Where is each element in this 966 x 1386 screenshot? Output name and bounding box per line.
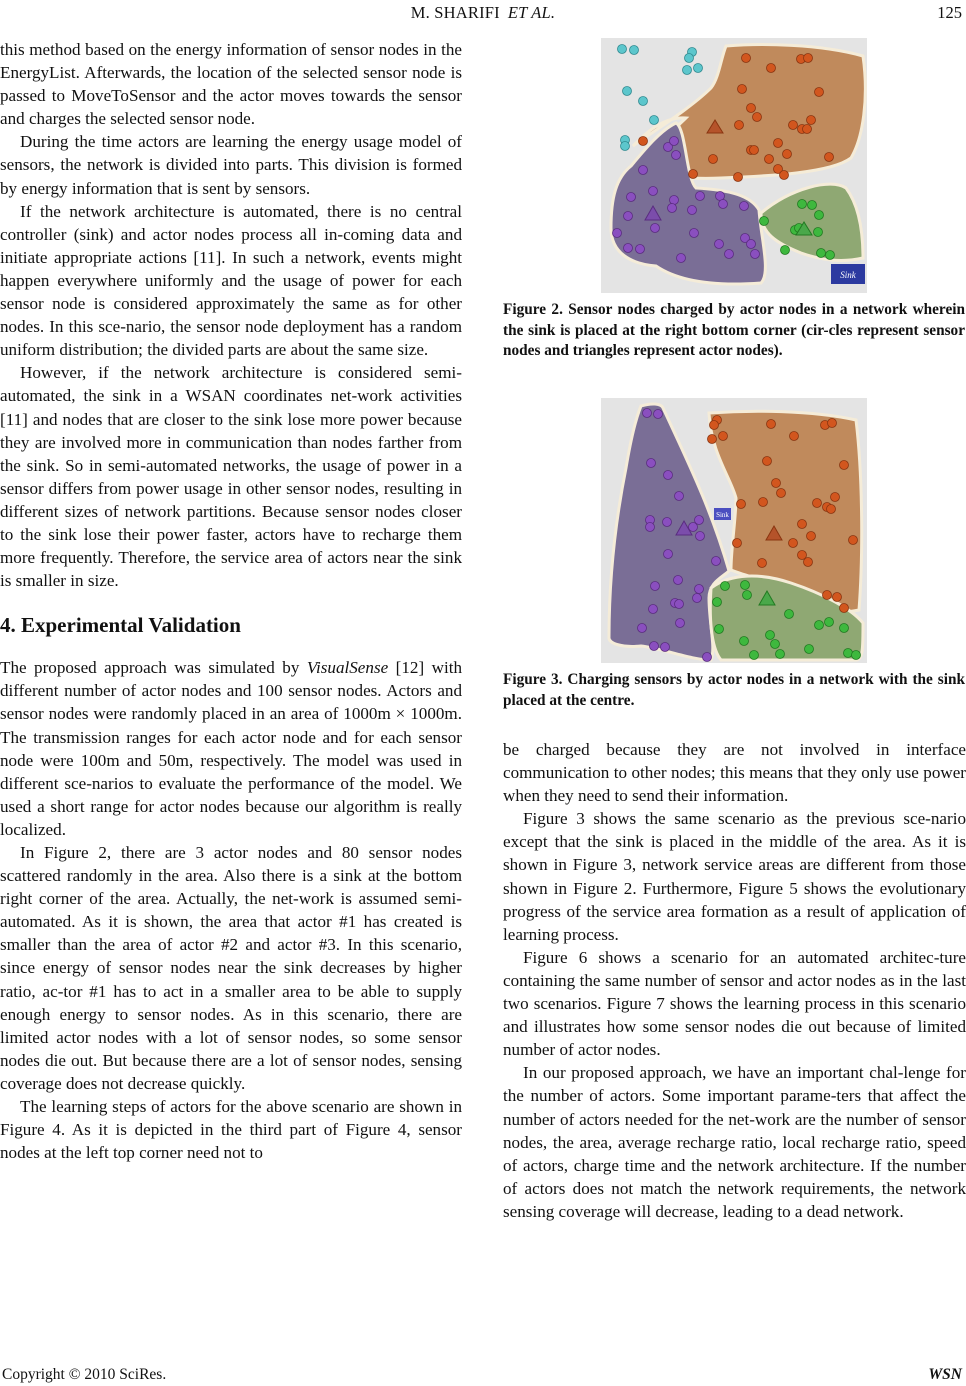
journal-abbreviation: WSN xyxy=(928,1366,962,1383)
paragraph: In Figure 2, there are 3 actor nodes and 80 sensor nodes scattered randomly in the area. Also there is a sink at the bottom right corner of the area. Actually, the net-work is assumed semi-automated. As it is shown, the area that actor #1 has created is smaller than the area of actor #2 and actor #3. In this scenario, since energy of sensor nodes near the sink decreases by higher ratio, ac-tor #1 has to act in a smaller area to be able to supply enough energy to sensor nodes. As in this scenario, there are limited actor nodes with a lot of sensor nodes, so some sensor nodes die out. But because there are a lot of sensor nodes, sensing coverage does not decrease quickly. xyxy=(0,843,462,1093)
paragraph: If the network architecture is automated, there is no central controller (sink) and actor nodes process all in-coming data and initiate appropriate actions [11]. In such a network, events might happen everywhere uniformly and the usage of power for each sensor node is considered approximately the same as for other nodes. In this sce-nario, the sensor node deployment has a random uniform distribution; the divided parts are about the same size. xyxy=(0,201,462,360)
page-number: 125 xyxy=(937,3,962,22)
et-al: ET AL. xyxy=(507,3,556,22)
paragraph: Figure 6 shows a scenario for an automated architec-ture containing the same number of sensor and actor nodes as in the last two scenarios. Figure 7 shows the learning process in this scenario and illustrates how some sensor nodes die out because of limited number of actor nodes. xyxy=(503,947,966,1060)
text-run: [12] with different number of actor nodes and 100 sensor nodes. Actors and sensor nodes were randomly placed in an area of 1000m × 1000m. The transmission ranges for each actor node and for each sensor node were 100m and 50m, respectively. The model was used in different sce-narios to evaluate the performance of the model. We used a short range for actor nodes because our algorithm is really localized. xyxy=(0,658,462,839)
paragraph: this method based on the energy information of sensor nodes in the EnergyList. Afterwards, the location of the selected sensor node is passed to MoveToSensor and the actor moves towards the sensor and charges the selected sensor node. xyxy=(0,40,462,129)
figure-2-caption: Figure 2. Sensor nodes charged by actor nodes in a network wherein the sink is placed at the right bottom corner (cir-cles represent sensor nodes and triangles represent actor nodes). xyxy=(503,301,965,359)
page-header xyxy=(0,0,966,28)
figure-3-caption: Figure 3. Charging sensors by actor nodes in a network with the sink placed at the centre. xyxy=(503,671,965,709)
paragraph: The learning steps of actors for the above scenario are shown in Figure 4. As it is depicted in the third part of Figure 4, sensor nodes at the left top corner need not to xyxy=(0,1097,462,1163)
text-run: The proposed approach was simulated by xyxy=(0,658,307,678)
sink-label: Sink xyxy=(840,270,856,280)
running-head xyxy=(0,3,966,23)
network-diagram xyxy=(601,398,867,663)
paragraph: be charged because they are not involved in interface communication to other nodes; this means that they only use power when they need to send their information. xyxy=(503,740,966,806)
software-name: VisualSense xyxy=(306,658,389,678)
paragraph: In our proposed approach, we have an important chal-lenge for the number of actors. Some important parame-ters that affect the number of actors needed for the net-work are the number of sensor nodes, the area, average recharge ratio, local recharge ratio, speed of actors, charge time and the network architecture. If the number of actors does not match the network requirements, the network sensing coverage will decrease, leading to a dead network. xyxy=(503,1063,966,1221)
right-column xyxy=(503,738,966,1223)
network-diagram xyxy=(601,38,867,293)
paragraph: During the time actors are learning the energy usage model of sensors, the network is divided into parts. This division is formed by energy information that is sent by sensors. xyxy=(0,132,462,198)
left-column xyxy=(0,38,462,1164)
sink-label: Sink xyxy=(716,511,729,519)
paragraph: However, if the network architecture is considered semi-automated, the sink in a WSAN coordinates net-work activities [11] and nodes that are closer to the sink lose more power because they are involved more in communication than nodes farther from the sink. So in semi-automated networks, the usage of power in a sensor differs from power usage in other sensor nodes, resulting in different sizes of network partitions. Because sensor nodes closer to the sink lose their power faster, actors have to recharge them more frequently. Therefore, the service area of actors near the sink is smaller in size. xyxy=(0,363,462,591)
section-heading: 4. Experimental Validation xyxy=(0,613,241,638)
paragraph xyxy=(0,656,462,841)
figure-3-image xyxy=(601,398,867,663)
author-name: M. SHARIFI xyxy=(410,3,500,22)
paragraph: Figure 3 shows the same scenario as the previous sce-nario except that the sink is placed in the middle of the area. As it is shown in Figure 3, network service areas are different from those shown in Figure 2. Furthermore, Figure 5 shows the evolutionary progress of the service area formation as a result of application of learning process. xyxy=(503,809,966,944)
figure-2-image xyxy=(601,38,867,293)
copyright-notice: Copyright © 2010 SciRes. xyxy=(2,1366,167,1383)
